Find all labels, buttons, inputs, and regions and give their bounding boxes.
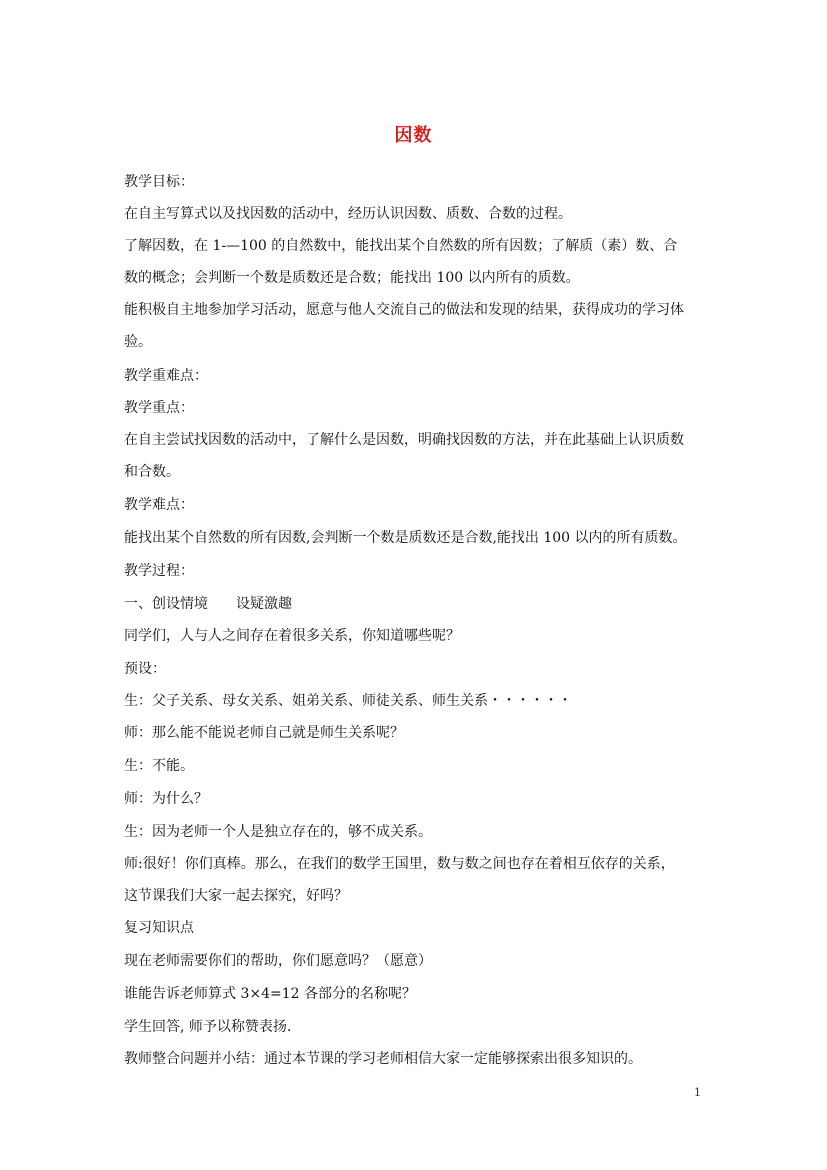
text-line: 生：不能。: [124, 758, 194, 774]
section-heading: 复习知识点: [124, 920, 194, 936]
text-line: 能积极自主地参加学习活动，愿意与他人交流自己的做法和发现的结果，获得成功的学习体: [124, 302, 684, 318]
text-line: 预设：: [124, 661, 166, 677]
text-line: 这节课我们大家一起去探究，好吗？: [124, 888, 348, 904]
text-line: 师:很好！你们真棒。那么，在我们的数学王国里，数与数之间也存在着相互依存的关系，: [124, 856, 675, 872]
text-line: 了解因数，在 1-—100 的自然数中，能找出某个自然数的所有因数；了解质（素）数、合: [124, 238, 678, 254]
text-line: 现在老师需要你们的帮助，你们愿意吗？（愿意）: [124, 953, 432, 969]
section-heading: 教学重点：: [124, 400, 194, 416]
text-line: 师：那么能不能说老师自己就是师生关系呢？: [124, 725, 404, 741]
text-line: 生：因为老师一个人是独立存在的，够不成关系。: [124, 824, 432, 840]
text-line: 同学们，人与人之间存在着很多关系，你知道哪些呢？: [124, 628, 460, 644]
document-title: 因数: [394, 125, 433, 146]
text-line: 教学目标：: [124, 174, 194, 190]
text-line: 在自主写算式以及找因数的活动中，经历认识因数、质数、合数的过程。: [124, 206, 572, 222]
text-line: 在自主尝试找因数的活动中，了解什么是因数，明确找因数的方法，并在此基础上认识质数: [124, 432, 684, 448]
text-line: 能找出某个自然数的所有因数,会判断一个数是质数还是合数,能找出 100 以内的所有质数。: [124, 530, 687, 546]
section-heading: 教学难点：: [124, 497, 194, 513]
section-heading: 一、创设情境 设疑激趣: [124, 596, 292, 612]
text-line: 师：为什么？: [124, 791, 208, 807]
text-line: 生：父子关系、母女关系、姐弟关系、师徒关系、师生关系・・・・・・: [124, 693, 572, 709]
text-line: 学生回答, 师予以称赞表扬.: [124, 1019, 292, 1035]
section-heading: 教学过程：: [124, 563, 194, 579]
section-heading: 教学重难点：: [124, 368, 208, 384]
text-line: 谁能告诉老师算式 3×4=12 各部分的名称呢？: [124, 986, 416, 1002]
text-line: 数的概念；会判断一个数是质数还是合数；能找出 100 以内所有的质数。: [124, 270, 580, 286]
text-line: 教师整合问题并小结：通过本节课的学习老师相信大家一定能够探索出很多知识的。: [124, 1051, 642, 1067]
text-line: 验。: [124, 334, 152, 350]
page-number: 1: [694, 1086, 701, 1099]
text-line: 和合数。: [124, 464, 180, 480]
